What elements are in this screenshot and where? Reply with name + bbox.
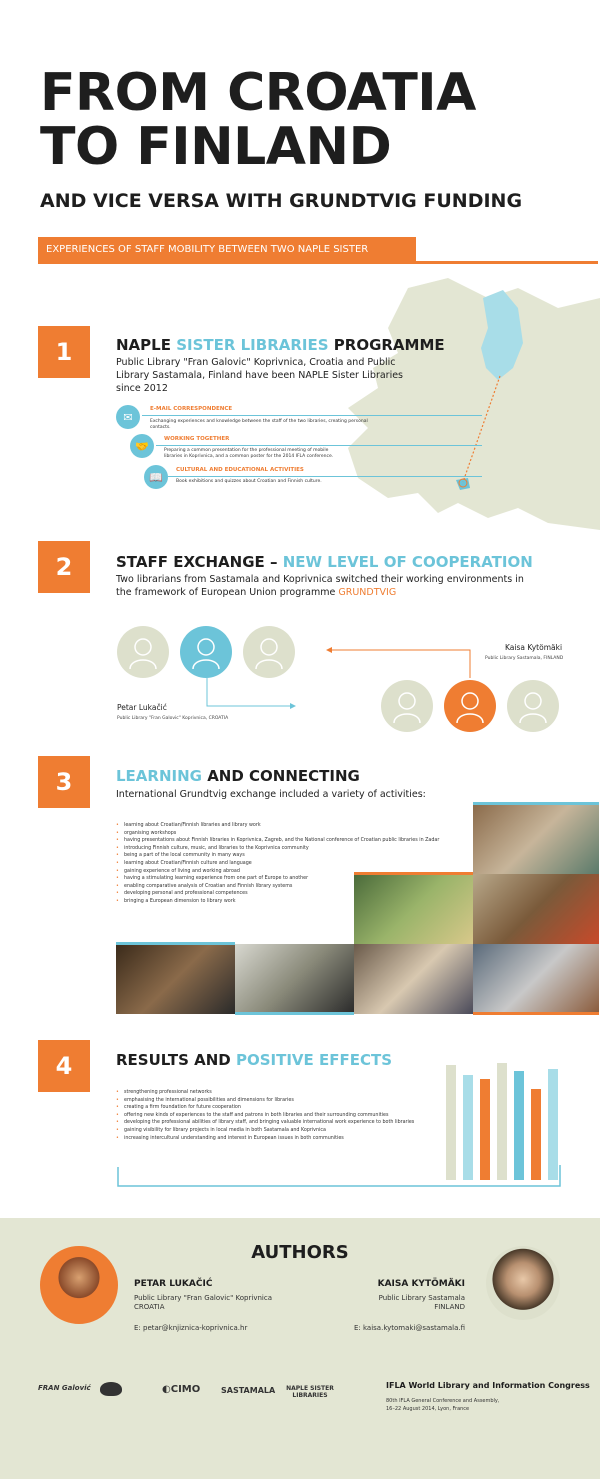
banner-line: [38, 261, 598, 264]
section-1-title-a: NAPLE: [116, 336, 177, 354]
ifla-line-2: 16–22 August 2014, Lyon, France: [386, 1406, 470, 1412]
person-right-name: Kaisa Kytömäki: [505, 643, 563, 652]
list-item: • offering new kinds of experiences to the staff and patrons in both libraries and their surrounding communities: [116, 1112, 414, 1120]
list-item: • having a stimulating learning experience from one part of Europe to another: [116, 875, 439, 883]
page-title: [40, 63, 476, 177]
person-circle-kaisa: [444, 680, 496, 732]
list-item: • developing the professional abilities of library staff, and bringing valuable international work experience to both libraries: [116, 1119, 414, 1127]
person-icon: [191, 635, 221, 669]
map-landmass: [348, 278, 600, 530]
list-item: • enabling comparative analysis of Croatian and Finnish library systems: [116, 883, 439, 891]
person-right-org: Public Library Sastamala, FINLAND: [485, 656, 564, 661]
activity-3-title: CULTURAL AND EDUCATIONAL ACTIVITIES: [176, 467, 304, 473]
section-2-title-a: STAFF EXCHANGE –: [116, 553, 283, 571]
photo-library-tables: [473, 804, 599, 874]
title-line-1: FROM CROATIA: [40, 63, 476, 123]
results-bars-graphic: [110, 1055, 570, 1190]
europe-map: [318, 268, 600, 530]
section-3-lead: International Grundtvig exchange included a variety of activities:: [116, 789, 426, 800]
photo-accent-bar: [473, 802, 599, 805]
logo-cimo-text: CIMO: [170, 1384, 201, 1395]
section-3-title-b: AND CONNECTING: [201, 767, 360, 785]
section-2-title-b: NEW LEVEL OF COOPERATION: [282, 553, 533, 571]
logo-cimo: [162, 1384, 200, 1395]
author-left-org1: Public Library "Fran Galovic" Koprivnica: [134, 1294, 272, 1302]
deco-bar: [514, 1071, 524, 1180]
author-right-name: KAISA KYTÖMÄKI: [377, 1279, 465, 1289]
section-4-title-a: RESULTS AND: [116, 1051, 236, 1069]
list-item: • creating a firm foundation for future cooperation: [116, 1104, 414, 1112]
person-circle-6: [507, 680, 559, 732]
list-item: • introducing Finnish culture, music, and libraries to the Koprivnica community: [116, 845, 439, 853]
photo-petar-music: [116, 944, 235, 1014]
list-item: • emphasising the international possibilities and dimensions for libraries: [116, 1097, 414, 1105]
photo-accent-bar: [235, 1012, 354, 1015]
section-2-lead-b: GRUNDTVIG: [338, 587, 397, 598]
section-4-title-b: POSITIVE EFFECTS: [235, 1051, 393, 1069]
title-line-2: TO FINLAND: [40, 117, 392, 177]
logo-sastamala: SASTAMALA: [221, 1386, 276, 1395]
section-1-title-b: SISTER LIBRARIES: [176, 336, 329, 354]
deco-bar: [446, 1065, 456, 1180]
handshake-icon: 🤝: [130, 434, 154, 458]
activity-1-line: [142, 415, 482, 416]
photo-accent-bar: [116, 942, 235, 945]
author-right-email: E: kaisa.kytomaki@sastamala.fi: [353, 1324, 465, 1332]
section-3-number: 3: [38, 756, 90, 808]
author-right-org1: Public Library Sastamala: [378, 1294, 465, 1302]
person-circle-3: [243, 626, 295, 678]
photo-accent-bar: [354, 872, 473, 875]
activity-2-title: WORKING TOGETHER: [164, 436, 230, 442]
deco-bar: [531, 1089, 541, 1180]
authors-heading: AUTHORS: [251, 1242, 349, 1263]
author-right-org2: FINLAND: [434, 1303, 465, 1311]
activity-3-line: [168, 476, 482, 477]
logo-fran-galovic: FRAN Galović: [38, 1384, 91, 1392]
photo-classroom: [473, 874, 599, 944]
section-1-number: 1: [38, 326, 90, 378]
section-2-number: 2: [38, 541, 90, 593]
person-left-org: Public Library "Fran Galovic" Koprivnica, CROATIA: [117, 716, 229, 721]
avatar-kaisa: [486, 1246, 560, 1320]
photo-workshop: [473, 944, 599, 1014]
list-item: • organising workshops: [116, 830, 439, 838]
section-3-title: [116, 767, 360, 785]
photo-kaisa-piano: [235, 944, 354, 1014]
activity-1-desc: Exchanging experiences and knowledge between the staff of the two libraries, creating personal contacts.: [150, 419, 368, 430]
list-item: • increasing intercultural understanding and interest in European issues in both communities: [116, 1135, 414, 1143]
person-icon: [518, 689, 548, 723]
page-subtitle: AND VICE VERSA WITH GRUNDTVIG FUNDING: [40, 190, 523, 212]
banner: EXPERIENCES OF STAFF MOBILITY BETWEEN TWO NAPLE SISTER LIBRARIES: [38, 237, 416, 263]
results-baseline: [118, 1165, 560, 1186]
list-item: • gaining visibility for library projects in local media in both Sastamala and Koprivnica: [116, 1127, 414, 1135]
person-circle-1: [117, 626, 169, 678]
email-icon: ✉: [116, 405, 140, 429]
section-4-number: 4: [38, 1040, 90, 1092]
section-2-lead-a: Two librarians from Sastamala and Koprivnica switched their working environments in the framework of European Union programme: [116, 574, 524, 598]
deco-bar: [480, 1079, 490, 1180]
author-left-email: E: petar@knjiznica-koprivnica.hr: [134, 1324, 248, 1332]
logo-agency-icon: [100, 1382, 122, 1396]
list-item: • being a part of the local community in many ways: [116, 852, 439, 860]
deco-bar: [463, 1075, 473, 1180]
author-left-org2: CROATIA: [134, 1303, 165, 1311]
photo-accent-bar: [473, 1012, 599, 1015]
person-icon: [392, 689, 422, 723]
person-left-name: Petar Lukačić: [117, 703, 167, 712]
person-icon: [128, 635, 158, 669]
activity-2-line: [156, 445, 482, 446]
section-1-title-c: PROGRAMME: [328, 336, 445, 354]
list-item: • gaining experience of living and working abroad: [116, 868, 439, 876]
person-circle-4: [381, 680, 433, 732]
list-item: • learning about Croatian/Finnish libraries and library work: [116, 822, 439, 830]
list-item: • bringing a European dimension to library work: [116, 898, 439, 906]
person-circle-petar: [180, 626, 232, 678]
avatar-petar: [40, 1246, 118, 1324]
deco-bar: [497, 1063, 507, 1180]
list-item: • developing personal and professional competences: [116, 890, 439, 898]
person-icon: [254, 635, 284, 669]
section-2-title: [116, 553, 533, 571]
book-icon: 📖: [144, 465, 168, 489]
section-1-lead: Public Library "Fran Galovic" Koprivnica, Croatia and Public Library Sastamala, Finland have been NAPLE Sister Libraries since 2012: [116, 357, 404, 394]
photo-presentation: [354, 944, 473, 1014]
activity-3-desc: Book exhibitions and quizzes about Croatian and Finnish culture.: [176, 479, 322, 484]
author-left-name: PETAR LUKAČIĆ: [134, 1279, 213, 1289]
deco-bar: [548, 1069, 558, 1180]
cimo-icon: ◐: [162, 1384, 171, 1395]
ifla-line-1: 80th IFLA General Conference and Assembly,: [386, 1398, 500, 1404]
list-item: • having presentations about Finnish libraries in Koprivnica, Zagreb, and the National conference of Croatian public libraries in Zadar: [116, 837, 439, 845]
activity-1-title: E-MAIL CORRESPONDENCE: [150, 406, 233, 412]
ifla-title: IFLA World Library and Information Congress: [386, 1381, 590, 1390]
logo-naple: NAPLE SISTER LIBRARIES: [286, 1385, 334, 1399]
activity-2-desc: Preparing a common presentation for the professional meeting of mobile libraries in Koprivnica, and a common poster for the 2014 IFLA conference.: [164, 448, 334, 459]
photo-children-group: [354, 874, 473, 944]
section-1-title: [116, 336, 445, 354]
person-icon: [455, 689, 485, 723]
list-item: • learning about Croatian/Finnish culture and language: [116, 860, 439, 868]
list-item: • strengthening professional networks: [116, 1089, 414, 1097]
section-3-title-a: LEARNING: [116, 767, 202, 785]
section-2-lead: [116, 573, 526, 599]
